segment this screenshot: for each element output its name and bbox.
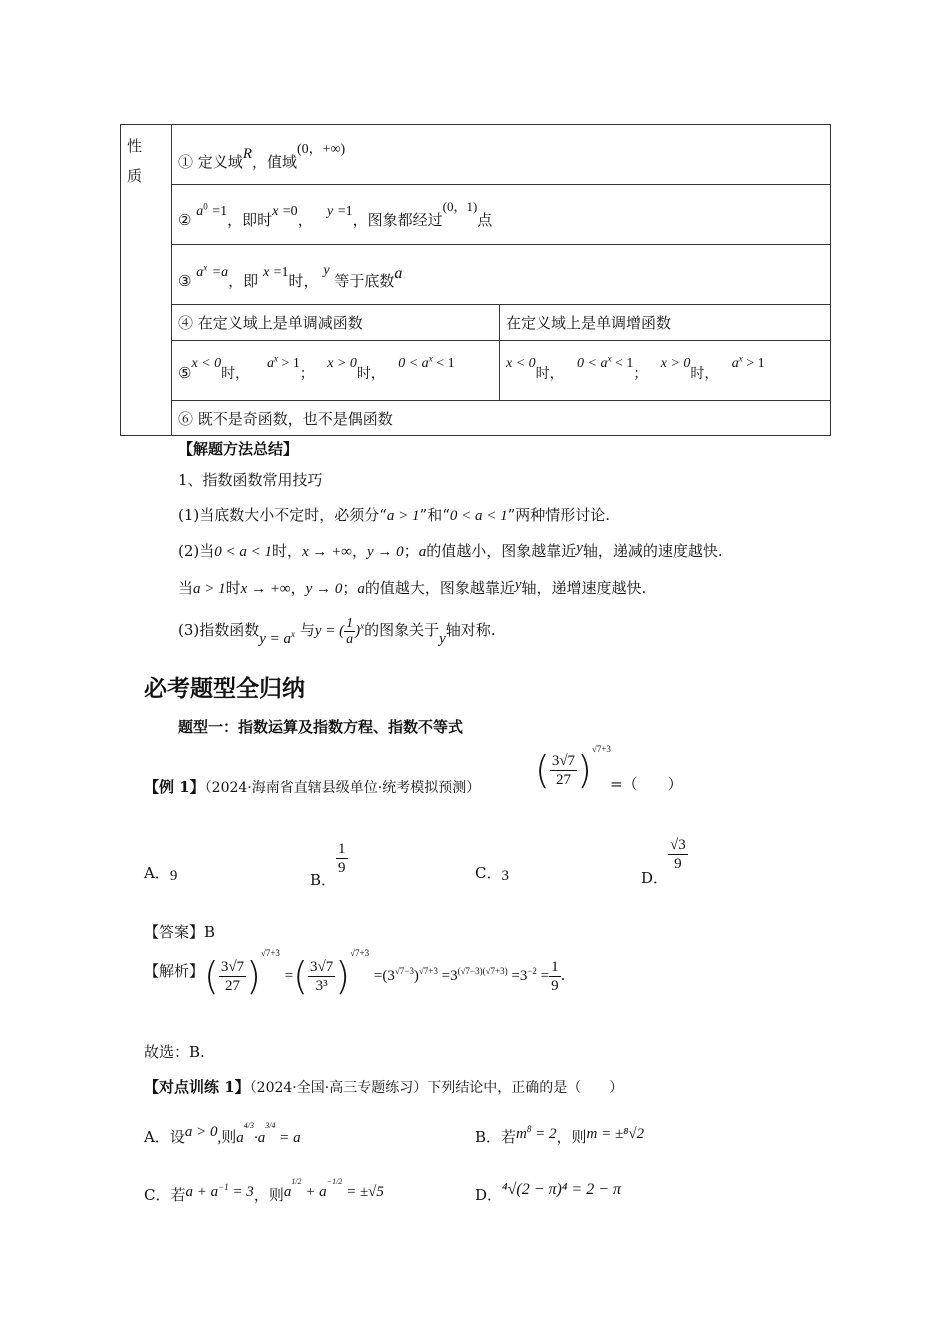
summary-paragraph-3: 当a > 1时x → +∞，y → 0；a的值越大，图象越靠近y轴，递增速度越快. bbox=[178, 577, 647, 597]
summary-paragraph-2: (2)当0 < a < 1时，x → +∞，y → 0；a的值越小，图象越靠近y轴，递减的速度越快. bbox=[178, 540, 723, 560]
section-title: 必考题型全归纳 bbox=[144, 676, 305, 702]
properties-table bbox=[120, 124, 831, 436]
property-row-5-right: x < 0时， $0 < a^x < 1$； x > 0时， $a^x > 1$ bbox=[500, 341, 831, 401]
conclusion: 故选：B. bbox=[144, 1043, 205, 1061]
property-row-2: ② $a^0 =1$，即时x =0， y =1，图象都经过(0，1)点 bbox=[172, 185, 831, 245]
practice-option-c: C．若$a + a^{-1} = 3$，则$a^{1/2} + a^{-1/2} = \pm√5$ bbox=[144, 1177, 384, 1204]
option-c: C．3 bbox=[475, 864, 509, 884]
option-b: B． $\frac{1}{9}$ bbox=[310, 841, 346, 889]
option-a: A．9 bbox=[144, 864, 178, 884]
answer-label: 【答案】B bbox=[144, 923, 216, 941]
summary-heading: 【解题方法总结】 bbox=[178, 440, 299, 458]
summary-paragraph-4: (3)指数函数$y = a^x$ 与y = ( $\frac{1}{a}$ )$^x$的图象关于y轴对称. bbox=[178, 616, 496, 647]
side-label-2: 质 bbox=[127, 167, 143, 185]
practice-option-b: B．若$m^8 = 2$，则m = ±⁸√2 bbox=[475, 1124, 645, 1146]
example-1-expression: ( $\frac{3√7}{27}$ )$^{√7+3}$ bbox=[535, 744, 611, 792]
practice-option-d: D．⁴√(2 − π)⁴ = 2 − π bbox=[475, 1181, 622, 1204]
question-type-1: 题型一：指数运算及指数方程、指数不等式 bbox=[178, 718, 464, 736]
summary-item-1: 1、指数函数常用技巧 bbox=[178, 471, 323, 489]
practice-1: 【对点训练 1】（2024·全国·高三专题练习）下列结论中，正确的是（ ） bbox=[144, 1078, 624, 1096]
example-1: 【例 1】（2024·海南省直辖县级单位·统考模拟预测） bbox=[144, 778, 481, 796]
analysis-row: 【解析】( $\frac{3√7}{27}$ )$^{√7+3}$ =( $\frac{3√7}{\text{3³}}$ )$^{√7+3} =(3^{√7-3})^{√7+3} =3^{(√7-3)(√7+3)} =3^{-2}$ = $\frac{1}{9}$ . bbox=[144, 948, 566, 998]
property-row-4-right: 在定义域上是单调增函数 bbox=[500, 305, 831, 341]
practice-option-a: A．设a > 0,则$a^{4/3}\cdot a^{3/4} = a$ bbox=[144, 1121, 301, 1146]
summary-paragraph-1: (1)当底数大小不定时，必须分“a > 1”和“0 < a < 1”两种情形讨论. bbox=[178, 506, 611, 524]
property-row-3: ③ $a^x =a$，即 x =1时， y 等于底数a bbox=[172, 245, 831, 305]
property-row-4-left: ④ 在定义域上是单调减函数 bbox=[172, 305, 500, 341]
property-row-6: ⑥ 既不是奇函数，也不是偶函数 bbox=[172, 401, 831, 436]
example-1-tail: =（ ） bbox=[610, 775, 683, 793]
property-row-1: ① 定义域R，值域(0，+∞) bbox=[172, 125, 831, 185]
side-label-1: 性 bbox=[127, 137, 143, 155]
properties-side-label bbox=[121, 125, 172, 436]
option-d: D． $\frac{√3}{9}$ bbox=[641, 837, 686, 887]
property-row-5-left: ⑤x < 0时， $a^x > 1$； x > 0时， $0 < a^x < 1$ bbox=[172, 341, 500, 401]
